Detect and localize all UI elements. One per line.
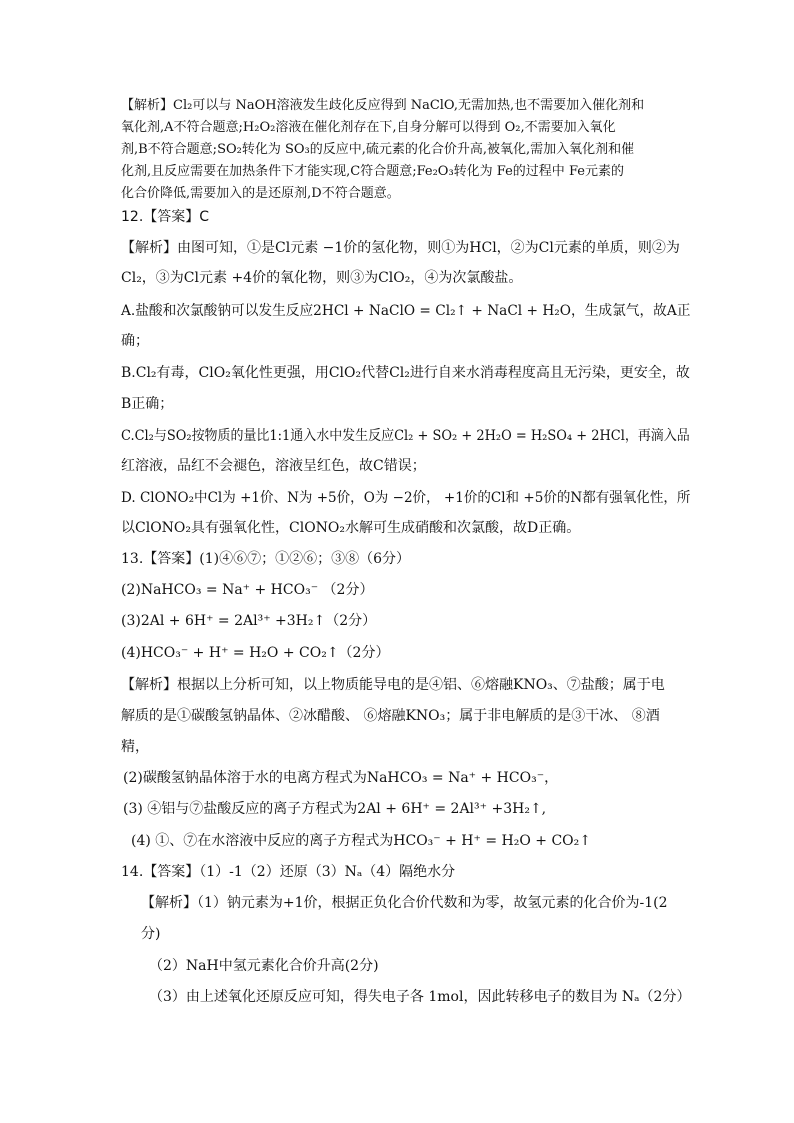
q12-analysis-line-7: C.Cl₂与SO₂按物质的量比1:1通入水中发生反应Cl₂ + SO₂ + 2H₂O = H₂SO₄ + 2HCl，再滴入品 (121, 428, 690, 444)
q12-analysis-line-9: D. ClONO₂中Cl为 +1价、N为 +5价，O为 −2价， +1价的Cl和 +5价的N都有强氧化性，所 (121, 490, 691, 506)
q13-answer-line-2: (2)NaHCO₃ = Na⁺ + HCO₃⁻ （2分） (121, 582, 374, 598)
q13-analysis-line-1: 【解析】根据以上分析可知，以上物质能导电的是④铝、⑥熔融KNO₃、⑦盐酸；属于电 (121, 677, 665, 693)
q13-answer-line-3: (3)2Al + 6H⁺ = 2Al³⁺ +3H₂↑（2分） (121, 613, 377, 629)
q11-analysis-line-4: 化剂,且反应需要在加热条件下才能实现,C符合题意;Fe₂O₃转化为 Fe的过程中 Fe元素的 (121, 164, 624, 179)
q14-answer: 14.【答案】（1）-1（2）还原（3）Nₐ（4）隔绝水分 (121, 864, 456, 880)
q14-analysis-line-3: （2）NaH中氢元素化合价升高(2分) (149, 958, 379, 974)
q11-analysis-line-2: 氧化剂,A不符合题意;H₂O₂溶液在催化剂存在下,自身分解可以得到 O₂,不需要加入氧化 (121, 120, 616, 135)
q11-analysis-line-5: 化合价降低,需要加入的是还原剂,D不符合题意。 (121, 186, 400, 201)
q13-answer-line-4: (4)HCO₃⁻ + H⁺ = H₂O + CO₂↑（2分） (121, 645, 390, 661)
q14-analysis-line-1: 【解析】（1）钠元素为+1价，根据正负化合价代数和为零，故氢元素的化合价为-1(2 (141, 895, 668, 911)
q12-analysis-line-10: 以ClONO₂具有强氧化性，ClONO₂水解可生成硝酸和次氯酸，故D正确。 (121, 520, 581, 536)
q12-analysis-line-6: B正确； (121, 396, 174, 412)
q12-analysis-line-2: Cl₂，③为Cl元素 +4价的氧化物，则③为ClO₂，④为次氯酸盐。 (121, 270, 523, 286)
q12-analysis-line-5: B.Cl₂有毒，ClO₂氧化性更强，用ClO₂代替Cl₂进行自来水消毒程度高且无污染，更安全，故 (121, 365, 690, 381)
q11-analysis-line-3: 剂,B不符合题意;SO₂转化为 SO₃的反应中,硫元素的化合价升高,被氧化,需加入氧化剂和催 (121, 142, 635, 157)
q13-analysis-line-6: (4) ①、⑦在水溶液中反应的离子方程式为HCO₃⁻ + H⁺ = H₂O + CO₂↑ (131, 833, 592, 849)
q13-analysis-line-4: (2)碳酸氢钠晶体溶于水的电离方程式为NaHCO₃ = Na⁺ + HCO₃⁻， (123, 770, 559, 786)
q13-analysis-line-2: 解质的是①碳酸氢钠晶体、②冰醋酸、 ⑥熔融KNO₃；属于非电解质的是③干冰、 ⑧酒 (121, 708, 660, 724)
q13-analysis-line-5: (3) ④铝与⑦盐酸反应的离子方程式为2Al + 6H⁺ = 2Al³⁺ +3H₂↑, (123, 801, 547, 817)
q13-answer-line-1: 13.【答案】(1)④⑥⑦；①②⑥；③⑧（6分） (121, 551, 411, 567)
q14-analysis-line-2: 分) (141, 926, 161, 942)
q12-analysis-line-4: 确； (121, 333, 149, 349)
q14-analysis-line-4: （3）由上述氧化还原反应可知，得失电子各 1mol，因此转移电子的数目为 Nₐ（2分） (149, 989, 691, 1005)
q12-analysis-line-1: 【解析】由图可知，①是Cl元素 −1价的氢化物，则①为HCl，②为Cl元素的单质，则②为 (121, 240, 680, 256)
q11-analysis-line-1: 【解析】Cl₂可以与 NaOH溶液发生歧化反应得到 NaClO,无需加热,也不需要加入催化剂和 (121, 98, 645, 113)
q12-answer: 12.【答案】C (121, 209, 210, 225)
q13-analysis-line-3: 精， (121, 739, 149, 755)
q12-analysis-line-8: 红溶液，品红不会褪色，溶液呈红色，故C错误； (121, 458, 426, 474)
q12-analysis-line-3: A.盐酸和次氯酸钠可以发生反应2HCl + NaClO = Cl₂↑ + NaCl + H₂O，生成氯气，故A正 (121, 303, 691, 319)
